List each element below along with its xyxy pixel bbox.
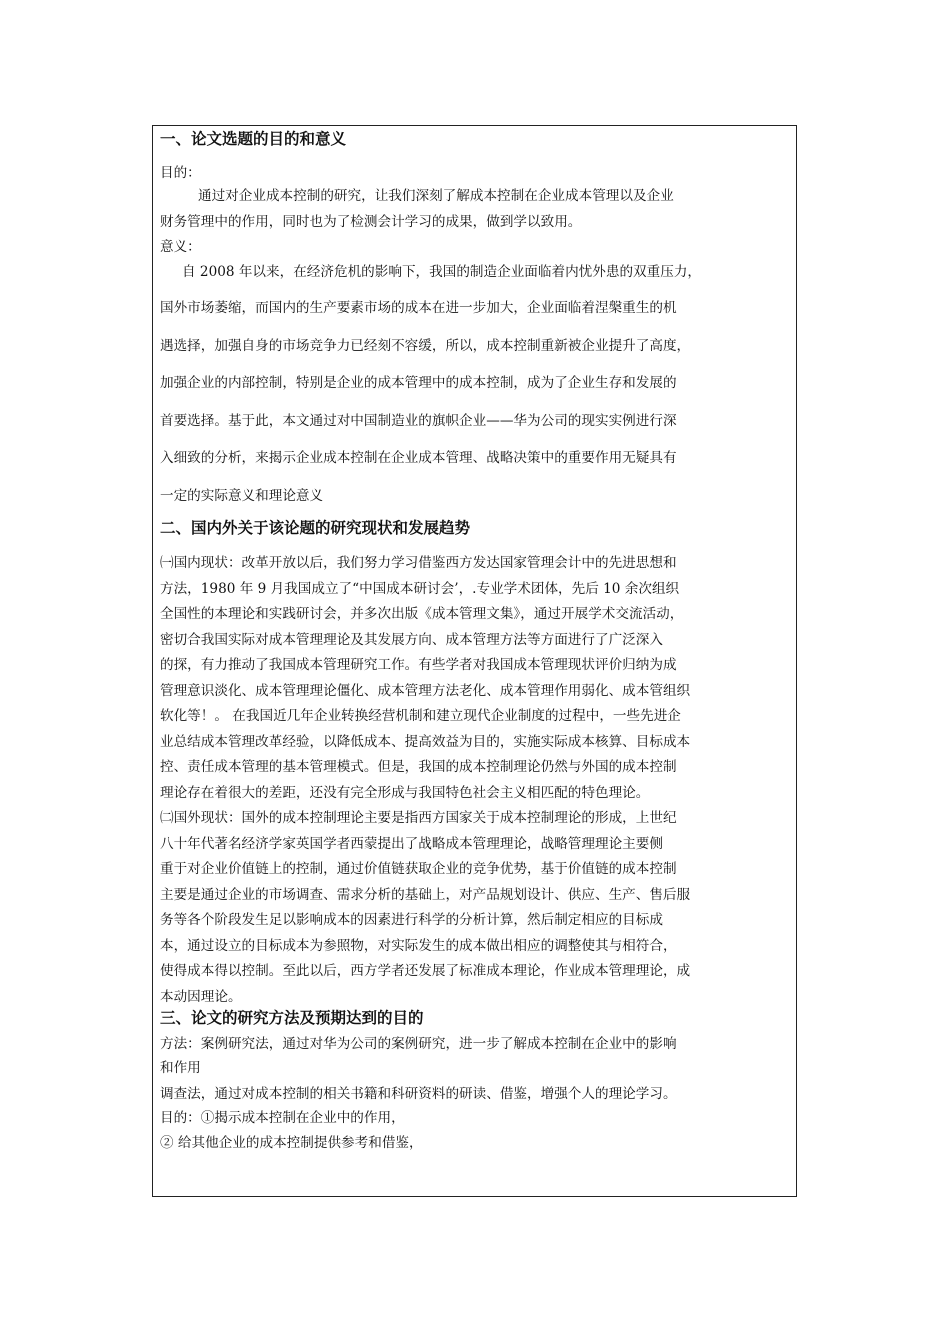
- goal-line: ② 给其他企业的成本控制提供参考和借鉴，: [160, 1135, 423, 1151]
- domestic-line: 方法，1980 年 9 月我国成立了“中国成本研讨会’，.专业学术团体，先后 10 余次组织: [160, 581, 680, 597]
- domestic-line: 密切合我国实际对成本管理理论及其发展方向、成本管理方法等方面进行了广泛深入: [160, 632, 663, 648]
- meaning-line: 首要选择。基于此，本文通过对中国制造业的旗帜企业——华为公司的现实实例进行深: [160, 413, 677, 429]
- section-2-title: 二、国内外关于该论题的研究现状和发展趋势: [160, 519, 471, 537]
- section-3-title: 三、论文的研究方法及预期达到的目的: [160, 1009, 424, 1027]
- meaning-line: 一定的实际意义和理论意义: [160, 488, 324, 504]
- foreign-line: 主要是通过企业的市场调查、需求分析的基础上，对产品规划设计、供应、生产、售后服: [160, 887, 691, 903]
- foreign-line: 本，通过设立的目标成本为参照物，对实际发生的成本做出相应的调整使其与相符合，: [160, 938, 677, 954]
- foreign-line: 使得成本得以控制。至此以后，西方学者还发展了标准成本理论，作业成本管理理论，成: [160, 963, 691, 979]
- method-line: 方法：案例研究法，通过对华为公司的案例研究，进一步了解成本控制在企业中的影响: [160, 1036, 677, 1052]
- meaning-line: 国外市场萎缩，而国内的生产要素市场的成本在进一步加大，企业面临着涅槃重生的机: [160, 300, 677, 316]
- meaning-line: 遇选择，加强自身的市场竞争力已经刻不容缓，所以，成本控制重新被企业提升了高度，: [160, 338, 691, 354]
- domestic-line: 的探，有力推动了我国成本管理研究工作。有些学者对我国成本管理现状评价归纳为成: [160, 657, 677, 673]
- meaning-label: 意义：: [160, 239, 201, 255]
- foreign-line: 本动因理论。: [160, 989, 242, 1005]
- domestic-line: 软化等！。 在我国近几年企业转换经营机制和建立现代企业制度的过程中，一些先进企: [160, 708, 681, 724]
- purpose-label: 目的：: [160, 165, 201, 181]
- section-1-title: 一、论文选题的目的和意义: [160, 130, 347, 148]
- domestic-line: 全国性的本理论和实践研讨会，并多次出版《成本管理文集》，通过开展学术交流活动，: [160, 606, 684, 622]
- meaning-line: 加强企业的内部控制，特别是企业的成本管理中的成本控制，成为了企业生存和发展的: [160, 375, 677, 391]
- foreign-line: 重于对企业价值链上的控制，通过价值链获取企业的竞争优势，基于价值链的成本控制: [160, 861, 677, 877]
- domestic-line: ㈠国内现状：改革开放以后，我们努力学习借鉴西方发达国家管理会计中的先进思想和: [160, 555, 677, 571]
- foreign-line: ㈡国外现状：国外的成本控制理论主要是指西方国家关于成本控制理论的形成，上世纪: [160, 810, 677, 826]
- meaning-line: 自 2008 年以来，在经济危机的影响下，我国的制造企业面临着内忧外患的双重压力，: [182, 264, 702, 280]
- foreign-line: 八十年代著名经济学家英国学者西蒙提出了战略成本管理理论，战略管理理论主要侧: [160, 836, 663, 852]
- domestic-line: 理论存在着很大的差距，还没有完全形成与我国特色社会主义相匹配的特色理论。: [160, 785, 650, 801]
- meaning-line: 入细致的分析，来揭示企业成本控制在企业成本管理、战略决策中的重要作用无疑具有: [160, 450, 677, 466]
- method-line: 和作用: [160, 1060, 201, 1076]
- domestic-line: 管理意识淡化、成本管理理论僵化、成本管理方法老化、成本管理作用弱化、成本管组织: [160, 683, 691, 699]
- purpose-line: 通过对企业成本控制的研究，让我们深刻了解成本控制在企业成本管理以及企业: [198, 188, 674, 204]
- domestic-line: 控、责任成本管理的基本管理模式。但是，我国的成本控制理论仍然与外国的成本控制: [160, 759, 677, 775]
- foreign-line: 务等各个阶段发生足以影响成本的因素进行科学的分析计算，然后制定相应的目标成: [160, 912, 663, 928]
- purpose-line: 财务管理中的作用，同时也为了检测会计学习的成果，做到学以致用。: [160, 214, 582, 230]
- domestic-line: 业总结成本管理改革经验，以降低成本、提高效益为目的，实施实际成本核算、目标成本: [160, 734, 691, 750]
- method-line: 调查法，通过对成本控制的相关书籍和科研资料的研读、借鉴，增强个人的理论学习。: [160, 1086, 677, 1102]
- goal-line: 目的：①揭示成本控制在企业中的作用，: [160, 1110, 405, 1126]
